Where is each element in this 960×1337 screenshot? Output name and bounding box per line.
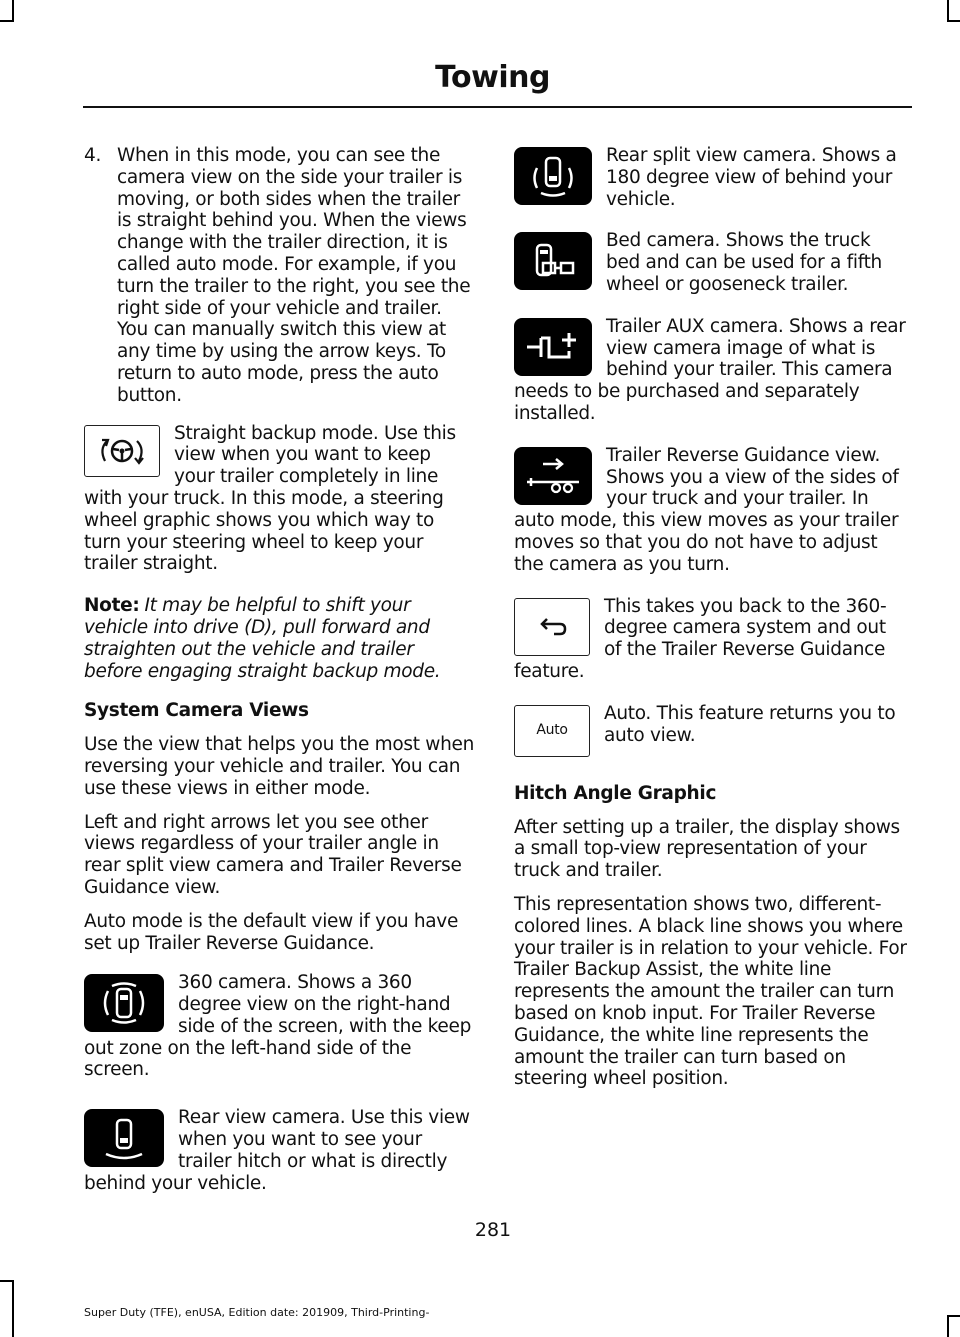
straight-backup-text: Straight backup mode. Use this view when you want to keep your trailer completely in line with your truck. In this mode, a steering wheel graphic shows you which way to turn your steering wheel to keep your trailer straight. [84, 422, 456, 575]
crop-mark [12, 0, 14, 22]
back-entry [514, 596, 908, 683]
crop-mark [0, 20, 14, 22]
crop-mark [947, 0, 949, 22]
left-column [84, 145, 476, 1214]
auto-text: Auto. This feature returns you to auto view. [604, 702, 896, 746]
auto-entry [514, 703, 908, 759]
right-column [514, 145, 908, 1102]
crop-mark [947, 1315, 960, 1317]
trg-view-entry [514, 445, 908, 576]
paragraph: Use the view that helps you the most when reversing your vehicle and trailer. You can use these views in either mode. [84, 734, 475, 799]
system-camera-views-heading: System Camera Views [84, 700, 309, 722]
rear-view-entry [84, 1107, 476, 1194]
trailer-aux-entry [514, 316, 908, 425]
trailer-aux-text: Trailer AUX camera. Shows a rear view camera image of what is behind your trailer. This camera needs to be purchased and separately installed. [514, 315, 906, 424]
crop-mark [12, 1280, 14, 1337]
step-4 [84, 145, 476, 407]
paragraph: Auto mode is the default view if you have set up Trailer Reverse Guidance. [84, 910, 459, 954]
rear-view-text: Rear view camera. Use this view when you want to see your trailer hitch or what is directly behind your vehicle. [84, 1107, 470, 1194]
note [84, 595, 476, 682]
steering-wheel-arrows-icon [84, 425, 160, 477]
crop-mark [947, 1315, 949, 1337]
rear-split-camera-icon [514, 147, 592, 205]
header-divider [83, 106, 912, 108]
trailer-aux-camera-icon [514, 318, 592, 376]
crop-mark [947, 20, 960, 22]
auto-icon [514, 705, 590, 757]
page-title: Towing [435, 60, 550, 95]
back-text: This takes you back to the 360-degree camera system and out of the Trailer Reverse Guidance feature. [514, 595, 887, 682]
paragraph: After setting up a trailer, the display shows a small top-view representation of your truck and trailer. [514, 816, 900, 882]
auto-icon-label: Auto [536, 721, 568, 738]
paragraph: Left and right arrows let you see other views regardless of your trailer angle in rear split view camera and Trailer Reverse Guidance view. [84, 811, 462, 898]
step-text: When in this mode, you can see the camera view on the side your trailer is moving, or both sides when the trailer is straight behind you. When the views change with the trailer direction, it is called auto mode. For example, if you turn the trailer to the right, you see the right side of your vehicle and trailer. You can manually switch this view at any time by using the arrow keys. To return to auto mode, press the auto button. [117, 145, 471, 406]
rear-split-text: Rear split view camera. Shows a 180 degree view of behind your vehicle. [606, 145, 897, 210]
rear-split-entry [514, 145, 908, 210]
bed-camera-text: Bed camera. Shows the truck bed and can be used for a fifth wheel or gooseneck trailer. [606, 230, 882, 295]
note-text: It may be helpful to shift your vehicle into drive (D), pull forward and straighten out the vehicle and trailer before engaging straight backup mode. [84, 595, 441, 682]
step-number: 4. [84, 145, 102, 166]
footer-edition: Super Duty (TFE), enUSA, Edition date: 201909, Third-Printing- [84, 1306, 430, 1319]
page-number: 281 [474, 1219, 512, 1241]
straight-backup-entry [84, 423, 476, 576]
hitch-angle-heading: Hitch Angle Graphic [514, 782, 717, 804]
camera-360-icon [84, 974, 164, 1032]
rear-view-camera-icon [84, 1109, 164, 1167]
camera-360-text: 360 camera. Shows a 360 degree view on the right-hand side of the screen, with the keep out zone on the left-hand side of the screen. [84, 972, 472, 1081]
bed-camera-entry [514, 230, 908, 295]
camera-360-entry [84, 972, 476, 1081]
paragraph: This representation shows two, different-colored lines. A black line shows you where your trailer is in relation to your vehicle. For Trailer Backup Assist, the white line represents the amount the trailer can turn based on knob input. For Trailer Reverse Guidance, the white line represents the amount the trailer can turn based on steering wheel position. [514, 893, 907, 1090]
trg-view-text: Trailer Reverse Guidance view. Shows you a view of the sides of your truck and your trailer. In auto mode, this view moves as your trailer moves so that you do not have to adjust the camera as you turn. [514, 444, 899, 575]
trailer-reverse-guidance-icon [514, 447, 592, 505]
back-arrow-icon [514, 598, 590, 656]
crop-mark [0, 1280, 14, 1282]
bed-camera-icon [514, 232, 592, 290]
note-label: Note: [84, 595, 140, 617]
